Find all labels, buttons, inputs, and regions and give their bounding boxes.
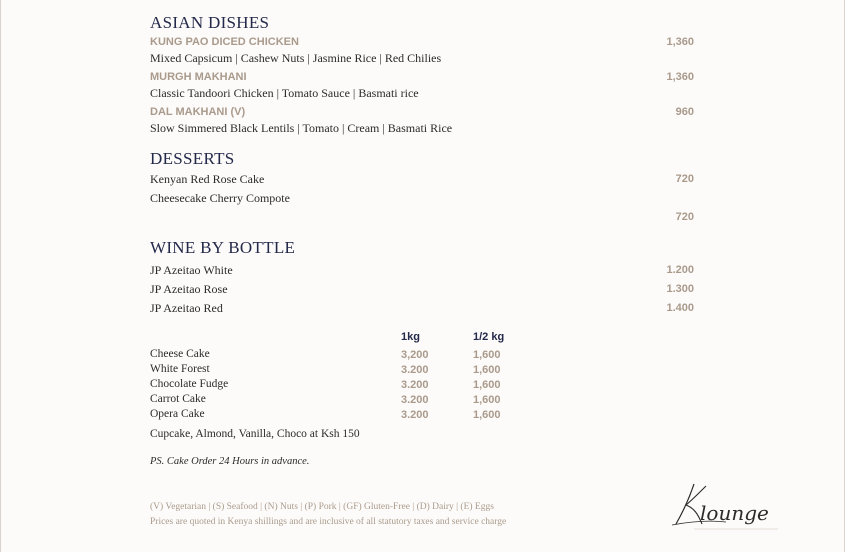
cake-price-1kg-opera-cake: 3.200 bbox=[401, 409, 429, 421]
wine-price-rose: 1.300 bbox=[666, 283, 694, 295]
dish-desc-dal-makhani: Slow Simmered Black Lentils | Tomato | Cream | Basmati Rice bbox=[150, 121, 453, 135]
cake-price-1kg-white-forest: 3.200 bbox=[401, 364, 429, 376]
dish-desc-murgh-makhani: Classic Tandoori Chicken | Tomato Sauce | Basmati rice bbox=[150, 86, 419, 100]
wine-name-rose: JP Azeitao Rose bbox=[150, 282, 228, 296]
section-title-desserts: DESSERTS bbox=[150, 149, 235, 168]
cake-col-header-1kg: 1kg bbox=[401, 331, 420, 343]
cake-name-cheese-cake: Cheese Cake bbox=[150, 348, 210, 360]
cake-name-opera-cake: Opera Cake bbox=[150, 408, 205, 420]
dessert-name-red-rose-cake: Kenyan Red Rose Cake bbox=[150, 172, 265, 186]
cake-order-note: PS. Cake Order 24 Hours in advance. bbox=[150, 456, 310, 467]
dessert-price-cheesecake: 720 bbox=[675, 211, 694, 223]
cake-price-1kg-carrot-cake: 3.200 bbox=[401, 394, 429, 406]
dish-name-dal-makhani: DAL MAKHANI (V) bbox=[150, 106, 246, 118]
dish-name-kung-pao: KUNG PAO DICED CHICKEN bbox=[150, 36, 299, 48]
cake-name-white-forest: White Forest bbox=[150, 363, 210, 375]
dish-price-dal-makhani: 960 bbox=[675, 106, 694, 118]
dish-name-murgh-makhani: MURGH MAKHANI bbox=[150, 71, 247, 83]
price-disclaimer: Prices are quoted in Kenya shillings and are inclusive of all statutory taxes and service charge bbox=[150, 517, 507, 527]
cake-price-1kg-chocolate-fudge: 3.200 bbox=[401, 379, 429, 391]
dessert-price-red-rose-cake: 720 bbox=[675, 173, 694, 185]
cake-price-halfkg-cheese-cake: 1,600 bbox=[473, 349, 501, 361]
klounge-logo-icon bbox=[668, 478, 793, 538]
section-title-wine: WINE BY BOTTLE bbox=[150, 238, 296, 257]
cake-price-1kg-cheese-cake: 3,200 bbox=[401, 349, 429, 361]
wine-price-red: 1.400 bbox=[666, 302, 694, 314]
cake-price-halfkg-chocolate-fudge: 1,600 bbox=[473, 379, 501, 391]
cake-price-halfkg-carrot-cake: 1,600 bbox=[473, 394, 501, 406]
cake-name-carrot-cake: Carrot Cake bbox=[150, 393, 206, 405]
klounge-logo bbox=[668, 478, 793, 538]
cupcake-line: Cupcake, Almond, Vanilla, Choco at Ksh 150 bbox=[150, 428, 360, 440]
cake-price-halfkg-white-forest: 1,600 bbox=[473, 364, 501, 376]
wine-name-red: JP Azeitao Red bbox=[150, 301, 223, 315]
dietary-legend: (V) Vegetarian | (S) Seafood | (N) Nuts | (P) Pork | (GF) Gluten-Free | (D) Dairy | (E) Eggs bbox=[150, 502, 494, 512]
dish-price-murgh-makhani: 1,360 bbox=[666, 71, 694, 83]
wine-name-white: JP Azeitao White bbox=[150, 263, 233, 277]
svg-text:lounge: lounge bbox=[700, 501, 769, 525]
cake-price-halfkg-opera-cake: 1,600 bbox=[473, 409, 501, 421]
dish-price-kung-pao: 1,360 bbox=[666, 36, 694, 48]
wine-price-white: 1.200 bbox=[666, 264, 694, 276]
page-edge-left bbox=[0, 0, 1, 552]
cake-name-chocolate-fudge: Chocolate Fudge bbox=[150, 378, 229, 390]
section-title-asian-dishes: ASIAN DISHES bbox=[150, 13, 270, 32]
dish-desc-kung-pao: Mixed Capsicum | Cashew Nuts | Jasmine Rice | Red Chilies bbox=[150, 51, 442, 65]
dessert-name-cheesecake: Cheesecake Cherry Compote bbox=[150, 191, 290, 205]
cake-col-header-half-kg: 1/2 kg bbox=[473, 331, 505, 343]
